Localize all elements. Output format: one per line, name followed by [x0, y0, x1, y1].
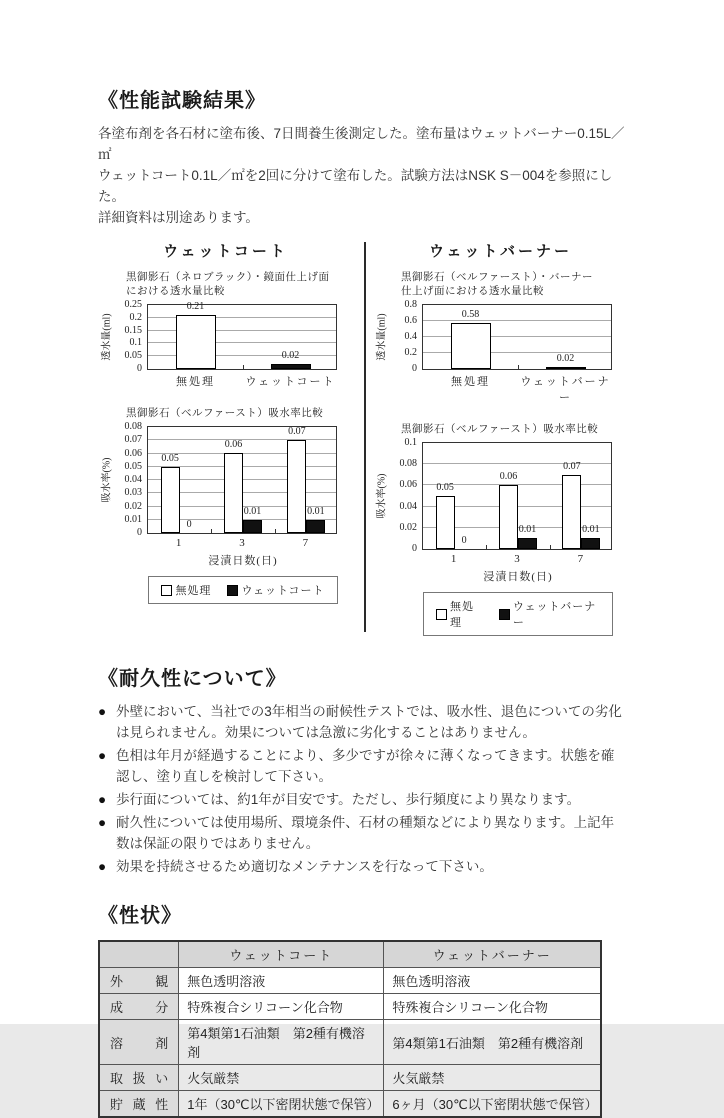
bar [306, 520, 325, 533]
charts-columns [98, 240, 628, 636]
legend-label: 無処理 [450, 601, 474, 629]
durability-list [98, 701, 626, 877]
y-tick-label: 0.03 [124, 487, 142, 499]
y-tick-label: 0.01 [124, 513, 142, 525]
cell-value: 第4類第1石油類 第2種有機溶剤 [384, 1020, 601, 1065]
y-axis-label: 透水量(ml) [376, 313, 388, 361]
y-tick-label: 0.08 [124, 421, 142, 432]
bar-value-label: 0.05 [436, 482, 454, 493]
bar-value-label: 0.01 [307, 506, 325, 517]
legend-swatch-untreated [161, 585, 172, 596]
x-category-labels [423, 553, 613, 565]
x-category-label: 7 [302, 537, 311, 549]
cell-value: 第4類第1石油類 第2種有機溶剤 [179, 1020, 384, 1065]
chart-legend [423, 592, 613, 636]
bar-value-label: 0.01 [518, 524, 537, 535]
bullet-icon: ● [98, 792, 107, 807]
y-tick-label: 0.04 [399, 500, 417, 512]
y-tick-label: 0.06 [399, 479, 417, 491]
y-tick-label: 0.25 [124, 299, 142, 310]
table-header-wetburner: ウェットバーナー [384, 941, 601, 968]
y-tick-label: 0.1 [129, 337, 142, 349]
row-label: 外 観 [99, 968, 179, 994]
y-tick-label: 0.8 [404, 299, 417, 310]
section-title-durability: 《耐久性について》 [98, 668, 287, 690]
cell-value: 6ヶ月（30℃以下密閉状態で保管） [384, 1091, 601, 1118]
legend-swatch-treated [499, 609, 510, 620]
plot-area [422, 442, 612, 550]
plot-area [147, 301, 337, 370]
row-label: 貯 蔵 性 [99, 1091, 179, 1118]
x-category-label: 無処理 [451, 376, 490, 388]
x-category-label: 3 [514, 553, 522, 565]
bullet-text: 歩行面については、約1年が目安です。ただし、歩行頻度により異なります。 [116, 792, 581, 807]
y-tick-label: 0.06 [124, 447, 142, 459]
bar-value-label: 0.06 [499, 471, 518, 482]
y-axis-label: 吸水率(%) [376, 473, 388, 519]
chart-title: 黒御影石（ベルファースト）吸水率比較 [401, 424, 599, 435]
y-tick-label: 0.02 [124, 500, 142, 512]
y-tick-label: 0.04 [124, 474, 142, 485]
bar-value-label: 0.07 [288, 426, 306, 437]
bar [224, 453, 243, 533]
bullet-text: 外壁において、当社での3年相当の耐候性テストでは、吸水性、退色についての劣化は見られません。効果については急激に劣化することはありません。 [116, 704, 622, 740]
legend-label: ウェットコート [241, 585, 325, 597]
x-axis-label: 浸漬日数(日) [208, 555, 278, 567]
y-tick-label: 0 [137, 527, 142, 538]
y-tick-label: 0.08 [399, 458, 417, 470]
list-item [98, 856, 626, 877]
x-category-label: ウェットコート [245, 376, 336, 388]
x-category-label: 7 [577, 553, 586, 565]
plot-area [147, 426, 337, 534]
y-tick-label: 0.1 [404, 437, 417, 448]
table-header-wetcoat: ウェットコート [179, 941, 384, 968]
chart-title: 黒御影石（ベルファースト）・バーナー 仕上げ面における透水量比較 [401, 272, 594, 297]
x-category-label: 1 [450, 553, 459, 565]
y-tick-label: 0.05 [124, 350, 142, 362]
table-row [99, 1091, 601, 1118]
cell-value: 特殊複合シリコーン化合物 [384, 994, 601, 1020]
bar [176, 315, 216, 369]
row-label: 取 扱 い [99, 1065, 179, 1091]
bar-value-label: 0 [186, 519, 192, 530]
section-title-performance: 《性能試験結果》 [98, 90, 266, 112]
chart-wetburner-permeability [373, 271, 628, 405]
column-divider [364, 242, 366, 632]
intro-line: 各塗布剤を各石材に塗布後、7日間養生後測定した。塗布量はウェットバーナー0.15L／㎡ [98, 126, 625, 162]
cell-value: 1年（30℃以下密閉状態で保管） [179, 1091, 384, 1118]
plot-area [422, 304, 612, 370]
bar-value-label: 0.01 [243, 506, 262, 517]
row-label: 溶 剤 [99, 1020, 179, 1065]
x-category-label: 1 [175, 537, 184, 549]
bar [518, 538, 537, 549]
bar [271, 364, 311, 369]
bar-value-label: 0.02 [556, 353, 575, 364]
list-item [98, 812, 626, 854]
y-tick-label: 0.4 [404, 331, 417, 342]
bar-value-label: 0.07 [563, 461, 581, 472]
bar-value-label: 0.02 [281, 350, 300, 361]
bar-value-label: 0.58 [461, 309, 480, 320]
bar [451, 323, 491, 369]
bar-value-label: 0.05 [161, 453, 179, 464]
cell-value: 特殊複合シリコーン化合物 [179, 994, 384, 1020]
legend-label: 無処理 [175, 585, 212, 597]
chart-wetcoat-permeability [98, 271, 353, 389]
cell-value: 無色透明溶液 [384, 968, 601, 994]
bullet-icon: ● [98, 748, 107, 763]
y-tick-label: 0 [412, 543, 417, 554]
y-tick-label: 0.05 [124, 460, 142, 472]
legend-swatch-treated [227, 585, 238, 596]
column-header-wetcoat: ウェットコート [163, 243, 288, 260]
section-title-properties: 《性状》 [98, 905, 182, 927]
bullet-text: 耐久性については使用場所、環境条件、石材の種類などにより異なります。上記年数は保証の限りではありません。 [116, 815, 615, 851]
bar-value-label: 0.01 [582, 524, 600, 535]
x-category-labels [148, 537, 338, 549]
x-category-label: ウェットバーナー [520, 376, 611, 404]
wetcoat-column [98, 240, 353, 636]
properties-table [98, 940, 602, 1118]
bar-value-label: 0.21 [186, 301, 205, 312]
bar-value-label: 0 [461, 535, 467, 546]
bar-value-label: 0.06 [224, 439, 243, 450]
legend-swatch-untreated [436, 609, 447, 620]
bullet-icon: ● [98, 704, 107, 719]
list-item [98, 745, 626, 787]
bar [287, 440, 306, 533]
bullet-icon: ● [98, 815, 107, 830]
y-axis-label: 吸水率(%) [101, 457, 113, 503]
x-axis-label: 浸漬日数(日) [483, 571, 553, 583]
chart-title: 黒御影石（ネロブラック）・鏡面仕上げ面 における透水量比較 [126, 272, 330, 297]
bar [581, 538, 600, 549]
table-header-empty [99, 941, 179, 968]
bullet-icon: ● [98, 859, 107, 874]
table-row [99, 1020, 601, 1065]
legend-label: ウェットバーナー [512, 601, 597, 629]
x-category-label: 無処理 [176, 376, 215, 388]
bar [562, 475, 581, 549]
y-tick-label: 0.15 [124, 324, 142, 336]
chart-title: 黒御影石（ベルファースト）吸水率比較 [126, 408, 324, 419]
intro-line: 詳細資料は別途あります。 [98, 210, 259, 225]
x-category-labels [148, 373, 338, 389]
table-header-row [99, 941, 601, 968]
cell-value: 火気厳禁 [179, 1065, 384, 1091]
table-row [99, 968, 601, 994]
list-item [98, 789, 626, 810]
table-row [99, 994, 601, 1020]
chart-wetburner-absorption [373, 423, 628, 636]
y-tick-label: 0.07 [124, 434, 142, 446]
list-item [98, 701, 626, 743]
intro-paragraph [98, 123, 626, 228]
y-tick-label: 0 [412, 363, 417, 374]
bar [243, 520, 262, 533]
y-axis-label: 透水量(ml) [101, 313, 113, 361]
bullet-text: 効果を持続させるため適切なメンテナンスを行なって下さい。 [116, 859, 493, 874]
wetburner-column [373, 240, 628, 636]
y-tick-label: 0.02 [399, 521, 417, 533]
chart-legend [148, 576, 337, 604]
table-row [99, 1065, 601, 1091]
bar [546, 367, 586, 369]
x-category-label: 3 [239, 537, 247, 549]
y-tick-label: 0 [137, 363, 142, 374]
cell-value: 火気厳禁 [384, 1065, 601, 1091]
y-tick-label: 0.6 [404, 315, 417, 326]
column-header-wetburner: ウェットバーナー [428, 243, 573, 260]
cell-value: 無色透明溶液 [179, 968, 384, 994]
bullet-text: 色相は年月が経過することにより、多少ですが徐々に薄くなってきます。状態を確認し、塗り直しを検討して下さい。 [116, 748, 615, 784]
y-tick-label: 0.2 [129, 311, 142, 323]
y-tick-label: 0.2 [404, 347, 417, 358]
row-label: 成 分 [99, 994, 179, 1020]
bar [499, 485, 518, 549]
chart-wetcoat-absorption [98, 407, 353, 604]
intro-line: ウェットコート0.1L／㎡を2回に分けて塗布した。試験方法はNSK S－004を参照にした。 [98, 168, 613, 204]
x-category-labels [423, 373, 613, 405]
